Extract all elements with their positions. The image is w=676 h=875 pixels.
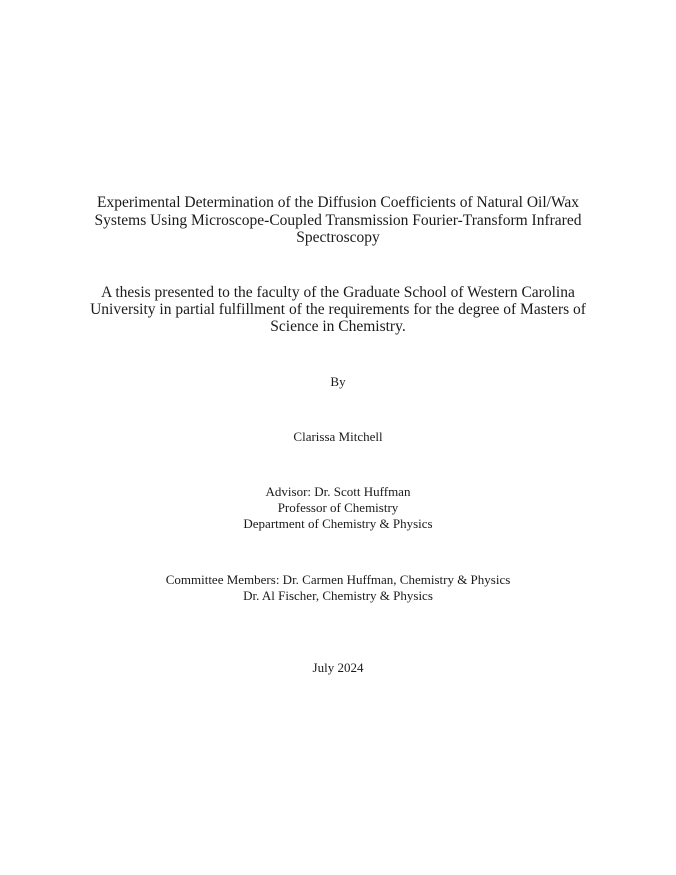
thesis-statement-line: Science in Chemistry. — [270, 318, 406, 335]
advisor-department: Department of Chemistry & Physics — [243, 516, 433, 531]
thesis-title-line: Experimental Determination of the Diffusion Coefficients of Natural Oil/Wax — [97, 194, 579, 211]
advisor-name: Advisor: Dr. Scott Huffman — [265, 484, 411, 499]
advisor-info — [60, 484, 616, 532]
thesis-statement — [60, 284, 616, 335]
committee-member-line: Dr. Al Fischer, Chemistry & Physics — [243, 588, 433, 603]
thesis-title-line: Systems Using Microscope-Coupled Transmission Fourier-Transform Infrared — [94, 211, 582, 229]
thesis-statement-line: A thesis presented to the faculty of the Graduate School of Western Carolina — [101, 284, 575, 301]
author-name: Clarissa Mitchell — [293, 429, 383, 444]
thesis-title — [60, 194, 616, 247]
committee-member-line: Committee Members: Dr. Carmen Huffman, Chemistry & Physics — [165, 572, 511, 587]
thesis-title-line: Spectroscopy — [296, 229, 380, 246]
thesis-date: July 2024 — [312, 660, 364, 675]
committee-members — [60, 572, 616, 604]
by-label: By — [330, 374, 346, 389]
advisor-title: Professor of Chemistry — [277, 500, 399, 515]
thesis-statement-line: University in partial fulfillment of the requirements for the degree of Masters of — [90, 301, 586, 318]
